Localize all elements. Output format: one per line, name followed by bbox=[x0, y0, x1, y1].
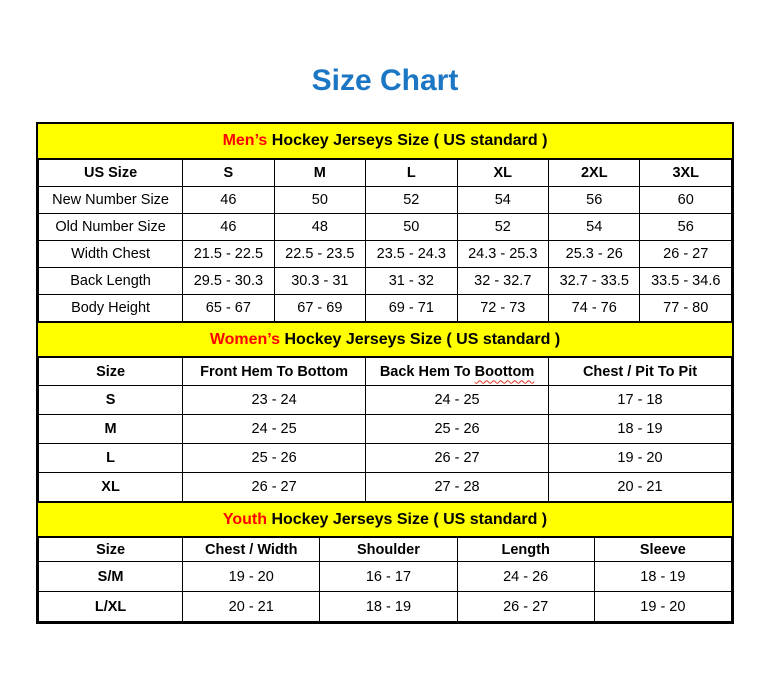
row-label: Body Height bbox=[39, 295, 183, 322]
cell: 74 - 76 bbox=[549, 295, 640, 322]
column-header: S bbox=[183, 160, 274, 187]
row-label: L/XL bbox=[39, 592, 183, 622]
cell: 23 - 24 bbox=[183, 386, 366, 415]
cell: 67 - 69 bbox=[274, 295, 365, 322]
cell: 21.5 - 22.5 bbox=[183, 241, 274, 268]
row-label: Old Number Size bbox=[39, 214, 183, 241]
column-header: L bbox=[366, 160, 457, 187]
cell: 54 bbox=[457, 187, 548, 214]
cell: 18 - 19 bbox=[594, 562, 731, 592]
mens-section-highlight: Men’s bbox=[222, 132, 268, 149]
table-row bbox=[39, 592, 732, 622]
row-label: L bbox=[39, 444, 183, 473]
cell: 52 bbox=[457, 214, 548, 241]
cell: 56 bbox=[549, 187, 640, 214]
cell: 24 - 25 bbox=[183, 415, 366, 444]
cell: 32.7 - 33.5 bbox=[549, 268, 640, 295]
cell: 46 bbox=[183, 187, 274, 214]
column-header: Shoulder bbox=[320, 538, 457, 562]
table-row bbox=[39, 444, 732, 473]
table-row bbox=[39, 187, 732, 214]
cell: 46 bbox=[183, 214, 274, 241]
cell: 60 bbox=[640, 187, 732, 214]
column-header: M bbox=[274, 160, 365, 187]
womens-size-table bbox=[38, 357, 732, 502]
youth-section-title: Hockey Jerseys Size ( US standard ) bbox=[267, 510, 548, 528]
column-header bbox=[366, 358, 549, 386]
cell: 16 - 17 bbox=[320, 562, 457, 592]
youth-section-header bbox=[38, 502, 732, 537]
cell: 20 - 21 bbox=[183, 592, 320, 622]
cell: 23.5 - 24.3 bbox=[366, 241, 457, 268]
mens-section-header bbox=[38, 124, 732, 159]
misspelled-word: Boottom bbox=[474, 363, 535, 380]
table-row bbox=[39, 241, 732, 268]
table-row bbox=[39, 473, 732, 502]
cell: 26 - 27 bbox=[640, 241, 732, 268]
column-header-text: Back Hem To bbox=[379, 363, 475, 380]
cell: 24.3 - 25.3 bbox=[457, 241, 548, 268]
column-header: US Size bbox=[39, 160, 183, 187]
cell: 52 bbox=[366, 187, 457, 214]
cell: 19 - 20 bbox=[549, 444, 732, 473]
cell: 22.5 - 23.5 bbox=[274, 241, 365, 268]
mens-header-row bbox=[39, 160, 732, 187]
table-row bbox=[39, 295, 732, 322]
row-label: New Number Size bbox=[39, 187, 183, 214]
column-header: Size bbox=[39, 538, 183, 562]
cell: 20 - 21 bbox=[549, 473, 732, 502]
cell: 32 - 32.7 bbox=[457, 268, 548, 295]
cell: 25 - 26 bbox=[183, 444, 366, 473]
cell: 29.5 - 30.3 bbox=[183, 268, 274, 295]
cell: 48 bbox=[274, 214, 365, 241]
table-row bbox=[39, 562, 732, 592]
column-header: Chest / Pit To Pit bbox=[549, 358, 732, 386]
table-row bbox=[39, 268, 732, 295]
mens-section-title: Hockey Jerseys Size ( US standard ) bbox=[267, 132, 548, 149]
womens-section bbox=[38, 322, 732, 502]
cell: 30.3 - 31 bbox=[274, 268, 365, 295]
column-header: 2XL bbox=[549, 160, 640, 187]
row-label: Back Length bbox=[39, 268, 183, 295]
womens-header-row bbox=[39, 358, 732, 386]
table-row bbox=[39, 214, 732, 241]
cell: 19 - 20 bbox=[594, 592, 731, 622]
column-header: 3XL bbox=[640, 160, 732, 187]
page-title: Size Chart bbox=[311, 64, 459, 97]
row-label: S bbox=[39, 386, 183, 415]
cell: 50 bbox=[366, 214, 457, 241]
cell: 17 - 18 bbox=[549, 386, 732, 415]
womens-section-highlight: Women’s bbox=[209, 330, 281, 348]
row-label: M bbox=[39, 415, 183, 444]
row-label: XL bbox=[39, 473, 183, 502]
cell: 25 - 26 bbox=[366, 415, 549, 444]
cell: 31 - 32 bbox=[366, 268, 457, 295]
womens-section-header bbox=[38, 322, 732, 357]
column-header: Size bbox=[39, 358, 183, 386]
size-chart bbox=[36, 122, 734, 624]
womens-section-title: Hockey Jerseys Size ( US standard ) bbox=[280, 330, 561, 348]
row-label: Width Chest bbox=[39, 241, 183, 268]
cell: 27 - 28 bbox=[366, 473, 549, 502]
cell: 19 - 20 bbox=[183, 562, 320, 592]
column-header: Length bbox=[457, 538, 594, 562]
cell: 26 - 27 bbox=[183, 473, 366, 502]
cell: 69 - 71 bbox=[366, 295, 457, 322]
cell: 77 - 80 bbox=[640, 295, 732, 322]
cell: 65 - 67 bbox=[183, 295, 274, 322]
table-row bbox=[39, 386, 732, 415]
column-header: Front Hem To Bottom bbox=[183, 358, 366, 386]
table-row bbox=[39, 415, 732, 444]
cell: 26 - 27 bbox=[457, 592, 594, 622]
cell: 18 - 19 bbox=[549, 415, 732, 444]
youth-section-highlight: Youth bbox=[222, 510, 267, 528]
cell: 24 - 26 bbox=[457, 562, 594, 592]
column-header: Chest / Width bbox=[183, 538, 320, 562]
cell: 54 bbox=[549, 214, 640, 241]
column-header: Sleeve bbox=[594, 538, 731, 562]
cell: 26 - 27 bbox=[366, 444, 549, 473]
cell: 18 - 19 bbox=[320, 592, 457, 622]
cell: 24 - 25 bbox=[366, 386, 549, 415]
youth-size-table bbox=[38, 537, 732, 622]
youth-header-row bbox=[39, 538, 732, 562]
cell: 72 - 73 bbox=[457, 295, 548, 322]
cell: 33.5 - 34.6 bbox=[640, 268, 732, 295]
mens-section bbox=[38, 124, 732, 322]
cell: 25.3 - 26 bbox=[549, 241, 640, 268]
youth-section bbox=[38, 502, 732, 622]
row-label: S/M bbox=[39, 562, 183, 592]
column-header: XL bbox=[457, 160, 548, 187]
cell: 56 bbox=[640, 214, 732, 241]
mens-size-table bbox=[38, 159, 732, 322]
cell: 50 bbox=[274, 187, 365, 214]
